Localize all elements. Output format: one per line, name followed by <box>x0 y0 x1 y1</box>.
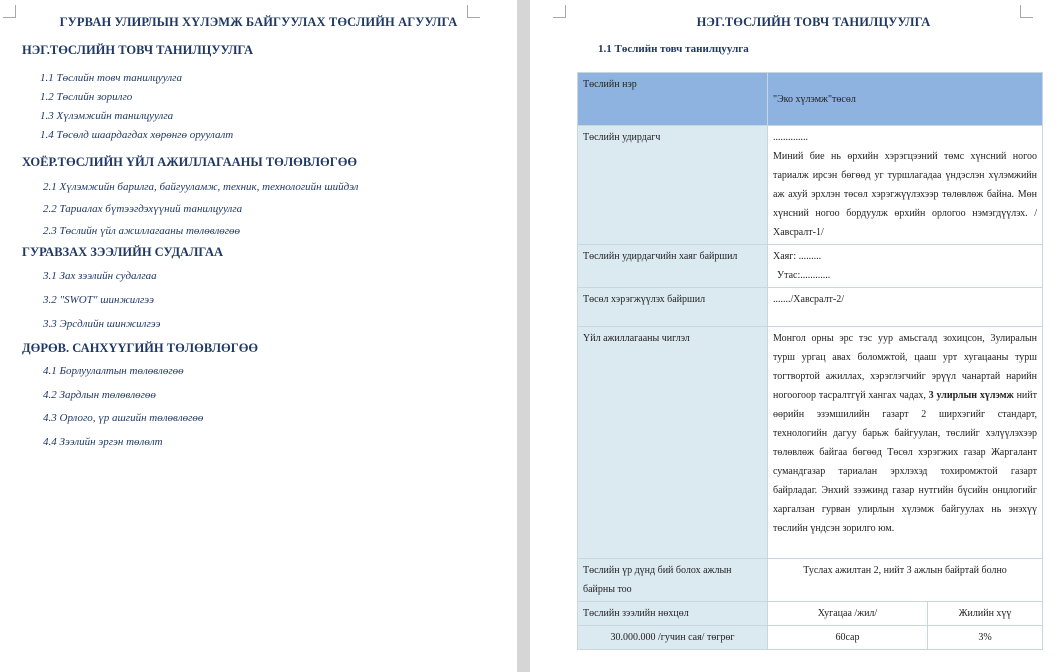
toc-section-1-heading[interactable]: НЭГ.ТӨСЛИЙН ТОВЧ ТАНИЛЦУУЛГА <box>22 43 254 57</box>
location-label: Төсөл хэрэгжүүлэх байршил <box>578 288 768 327</box>
contents-title: ГУРВАН УЛИРЛЫН ХҮЛЭМЖ БАЙГУУЛАХ ТӨСЛИЙН АГУУЛГА <box>59 15 458 29</box>
activity-bold-text: 3 улирлын хүлэмж <box>928 390 1014 401</box>
toc-item[interactable]: 4.1 Борлуулалтын төлөвлөгөө <box>43 365 184 377</box>
term-header: Хугацаа /жил/ <box>768 602 928 626</box>
address-label: Төслийн удирдагчийн хаяг байршил <box>578 245 768 288</box>
section-title: НЭГ.ТӨСЛИЙН ТОВЧ ТАНИЛЦУУЛГА <box>696 15 931 29</box>
table-row <box>578 73 1043 126</box>
loan-amount-value: 30.000.000 /гучин сая/ төгрөг <box>578 626 768 650</box>
left-page <box>0 0 517 672</box>
table-row <box>578 327 1043 559</box>
toc-item[interactable]: 2.1 Хүлэмжийн барилга, байгууламж, техник, технологийн шийдэл <box>43 181 359 193</box>
toc-item[interactable]: 2.2 Тариалах бүтээгдэхүүний танилцуулга <box>43 203 243 215</box>
toc-item[interactable]: 3.1 Зах зээлийн судалгаа <box>43 270 157 282</box>
address-value <box>768 245 1043 288</box>
toc-item[interactable]: 2.3 Төслийн үйл ажиллагааны төлөвлөгөө <box>43 225 241 237</box>
toc-item[interactable]: 1.3 Хүлэмжийн танилцуулга <box>40 110 174 122</box>
term-value: 60сар <box>768 626 928 650</box>
table-row <box>578 126 1043 245</box>
table-row <box>578 245 1043 288</box>
toc-section-3-heading[interactable]: ГУРАВЗАХ ЗЭЭЛИЙН СУДАЛГАА <box>22 245 224 259</box>
loan-terms-label: Төслийн зээлийн нөхцөл <box>578 602 768 626</box>
toc-item[interactable]: 4.4 Зээлийн эргэн төлөлт <box>43 436 163 448</box>
manager-dots: .............. <box>773 132 808 143</box>
toc-section-4-heading[interactable]: ДӨРӨВ. САНХҮҮГИЙН ТӨЛӨВЛӨГӨӨ <box>22 341 259 355</box>
subsection-heading: 1.1 Төслийн товч танилцуулга <box>598 43 749 55</box>
jobs-value: Туслах ажилтан 2, нийт 3 ажлын байртай болно <box>768 559 1043 602</box>
activity-label: Үйл ажиллагааны чиглэл <box>578 327 768 559</box>
activity-text: Монгол орны эрс тэс уур амьсгалд зохицсон, 3улиралын турш ургац авах боломжтой, цааш урт хугацааны турш тогтвортой ажиллах, хэрэглэгчийг эрүүл чанартай нарийн ногоогоор тасралтгүй хангах чадах, <box>773 333 1038 401</box>
toc-item[interactable]: 4.2 Зардлын төлөвлөгөө <box>43 389 156 401</box>
location-value: ......./Хавсралт-2/ <box>768 288 1043 327</box>
table-row <box>578 602 1043 626</box>
rate-header: Жилийн хүү <box>928 602 1043 626</box>
project-summary-table <box>577 72 1043 650</box>
manager-value <box>768 126 1043 245</box>
toc-item[interactable]: 1.2 Төслийн зорилго <box>40 91 133 103</box>
manager-text: Миний бие нь өрхийн хэрэгцээний төмс хүнсний ногоо тариалж ирсэн бөгөөд уг туршлагадаа үндэслэн хүлэмжийн аж ахуй эрхлэн төсөл хэрэгжүүлэхээр төлөвлөж байна. Мөн хүнсний ногоо бордуулж өрхийн орлогоо нэмэгдүүлэх. /Хавсралт-1/ <box>773 151 1038 238</box>
table-row <box>578 559 1043 602</box>
manager-label: Төслийн удирдагч <box>578 126 768 245</box>
phone-line: Утас:............ <box>777 270 831 281</box>
right-page <box>530 0 1057 672</box>
toc-item[interactable]: 4.3 Орлого, үр ашгийн төлөвлөгөө <box>43 412 204 424</box>
jobs-label: Төслийн үр дүнд бий болох ажлын байрны тоо <box>578 559 768 602</box>
table-row <box>578 288 1043 327</box>
toc-item[interactable]: 1.1 Төслийн товч танилцуулга <box>40 72 182 84</box>
toc-section-2-heading[interactable]: ХОЁР.ТӨСЛИЙН ҮЙЛ АЖИЛЛАГААНЫ ТӨЛӨВЛӨГӨӨ <box>22 155 358 169</box>
project-name-value: "Эко хүлэмж"төсөл <box>768 73 1043 126</box>
table-row <box>578 626 1043 650</box>
project-name-label: Төслийн нэр <box>578 73 768 126</box>
activity-value <box>768 327 1043 559</box>
toc-item[interactable]: 1.4 Төсөлд шаардагдах хөрөнгө оруулалт <box>40 129 234 141</box>
toc-item[interactable]: 3.3 Эрсдлийн шинжилгээ <box>43 318 161 330</box>
address-line: Хаяг: ......... <box>773 251 822 262</box>
page-gap <box>517 0 530 672</box>
toc-item[interactable]: 3.2 "SWOT" шинжилгээ <box>43 294 154 306</box>
activity-text-continued: нийт өөрийн эзэмшилийн газарт 2 ширхэгийг стандарт, технологийн дагуу барьж байгуулан, төслийг хэлүүлэхээр төлөвлөж байгаа бөгөөд Төсөл хэрэгжих газар Жаргалант сумандгазар тариалан эрхлэхэд тохиромжтой газарт байрладаг. Энхий зээжинд газар нутгийн бүсийн онцлогийг харгалзан гурван улирлын хүлэмж байгуулах нь энэхүү төслийн үндсэн зорилго юм. <box>773 390 1038 534</box>
rate-value: 3% <box>928 626 1043 650</box>
